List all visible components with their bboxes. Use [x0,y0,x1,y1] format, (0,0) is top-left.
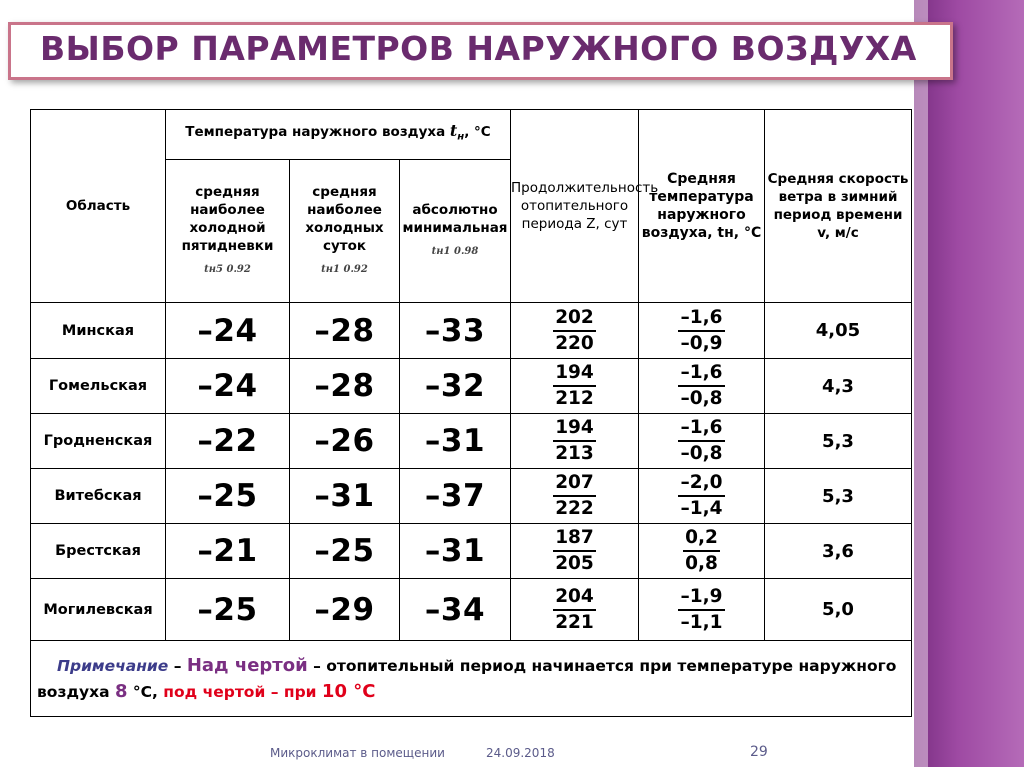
note-lead: Примечание [57,656,169,675]
coldest-day-value: –31 [290,469,400,524]
region-name: Брестская [31,524,166,579]
duration-top: 194 [553,361,596,387]
note-unit-2: °С [346,680,376,702]
avg-temp-bottom: –1,1 [680,611,723,633]
note-dash: – [168,656,187,675]
absolute-min-value: –32 [400,359,511,414]
temp-symbol-sub: н [457,131,465,143]
table-row [31,414,912,469]
five-day-symbol: tн5 0.92 [204,264,251,275]
duration-cell [511,414,639,469]
region-name: Минская [31,303,166,359]
wind-value: 4,3 [765,359,912,414]
duration-top: 187 [553,526,596,552]
avg-temp-cell [639,579,765,641]
duration-bottom: 213 [555,443,594,464]
absolute-min-value: –34 [400,579,511,641]
avg-temp-cell [639,359,765,414]
wind-value: 3,6 [765,524,912,579]
table-note [31,641,912,717]
note-temp-8: 8 [114,680,128,702]
duration-top: 207 [553,471,596,497]
coldest-day-value: –29 [290,579,400,641]
header-absolute-min: абсолютно минимальная tн1 0.98 [400,160,511,303]
decorative-side-band [914,0,1024,767]
note-under-line: под чертой – при [163,682,322,701]
avg-temp-top: –1,6 [678,361,724,387]
duration-bottom: 205 [555,553,594,574]
avg-temp-bottom: 0,8 [685,553,718,574]
absolute-min-value: –31 [400,414,511,469]
coldest-day-value: –28 [290,359,400,414]
five-day-value: –24 [166,303,290,359]
absolute-min-value: –33 [400,303,511,359]
region-name: Могилевская [31,579,166,641]
absolute-min-symbol: tн1 0.98 [431,246,479,257]
duration-bottom: 221 [555,611,594,633]
avg-temp-cell [639,524,765,579]
avg-temp-bottom: –0,8 [680,388,723,409]
wind-value: 5,0 [765,579,912,641]
climate-parameters-table [30,109,912,717]
header-five-day: средняя наиболее холодной пятидневки tн5 0.92 [166,160,290,303]
avg-temp-top: –1,9 [678,585,724,611]
duration-cell [511,359,639,414]
coldest-day-value: –25 [290,524,400,579]
five-day-value: –25 [166,469,290,524]
wind-value: 4,05 [765,303,912,359]
duration-bottom: 222 [555,498,594,519]
footer-subject: Микроклимат в помещении [270,746,445,760]
header-region: Область [31,110,166,303]
note-unit-1: °С, [127,682,164,701]
avg-temp-bottom: –1,4 [680,498,723,519]
duration-top: 202 [553,306,596,332]
note-over-line: Над чертой [186,654,308,676]
decorative-side-strip [914,0,928,767]
table-row [31,303,912,359]
duration-bottom: 212 [555,388,594,409]
absolute-min-value: –37 [400,469,511,524]
duration-top: 194 [553,416,596,442]
duration-top: 204 [553,585,596,611]
five-day-value: –25 [166,579,290,641]
coldest-day-symbol: tн1 0.92 [321,264,368,275]
header-coldest-day: средняя наиболее холодных суток tн1 0.92 [290,160,400,303]
absolute-min-value: –31 [400,524,511,579]
wind-value: 5,3 [765,414,912,469]
coldest-day-value: –26 [290,414,400,469]
slide-title: ВЫБОР ПАРАМЕТРОВ НАРУЖНОГО ВОЗДУХА [40,29,917,68]
table-row [31,359,912,414]
five-day-value: –22 [166,414,290,469]
five-day-value: –21 [166,524,290,579]
note-temp-10: 10 [321,680,347,702]
avg-temp-top: –1,6 [678,416,724,442]
avg-temp-bottom: –0,8 [680,443,723,464]
table-row [31,469,912,524]
header-duration: Продолжительность отопительного периода Z, сут [511,110,639,303]
duration-cell [511,524,639,579]
duration-bottom: 220 [555,332,594,354]
duration-cell [511,579,639,641]
coldest-day-value: –28 [290,303,400,359]
avg-temp-top: 0,2 [683,526,720,552]
note-text: – отопительный период начинается при температуре наружного воздуха [37,656,897,701]
region-name: Витебская [31,469,166,524]
region-name: Гродненская [31,414,166,469]
avg-temp-top: –2,0 [678,471,724,497]
avg-temp-top: –1,6 [678,306,724,332]
page-number: 29 [750,744,768,760]
five-day-value: –24 [166,359,290,414]
table-row [31,579,912,641]
avg-temp-cell [639,469,765,524]
temp-symbol: t [449,121,458,141]
avg-temp-cell [639,414,765,469]
avg-temp-cell [639,303,765,359]
region-name: Гомельская [31,359,166,414]
duration-cell [511,303,639,359]
wind-value: 5,3 [765,469,912,524]
header-temperature-group: Температура наружного воздуха $t_н$, °С [166,110,511,160]
avg-temp-bottom: –0,9 [680,332,723,354]
header-average-temperature: Средняя температура наружного воздуха, tн, °С [639,110,765,303]
duration-cell [511,469,639,524]
table-row [31,524,912,579]
header-wind-speed: Средняя скорость ветра в зимний период времени v, м/с [765,110,912,303]
footer-date: 24.09.2018 [486,746,555,760]
